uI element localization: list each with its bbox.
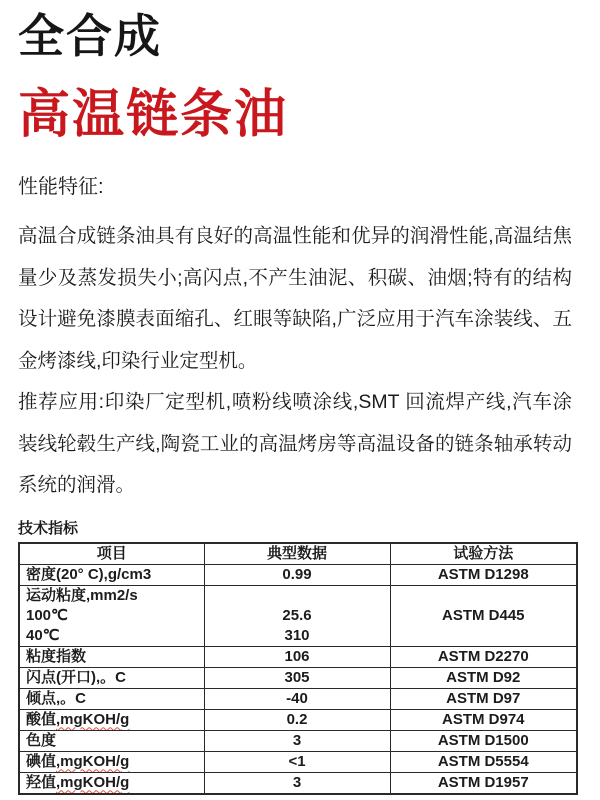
spec-method-cell: ASTM D97	[390, 688, 577, 709]
features-paragraph: 高温合成链条油具有良好的高温性能和优异的润滑性能,高温结焦量少及蒸发损失小;高闪点,不产生油泥、积碳、油烟;特有的结构设计避免漆膜表面缩孔、红眼等缺陷,广泛应用于汽车涂装线、五金烤漆线,印染行业定型机。	[18, 225, 572, 372]
table-row	[19, 772, 577, 794]
spec-item-cell: 碘值,mgKOH/g	[19, 751, 204, 772]
spec-method-cell: ASTM D2270	[390, 646, 577, 667]
product-name-title: 高温链条油	[18, 86, 289, 144]
spec-value-cell: 106	[204, 646, 390, 667]
header-typical-data: 典型数据	[204, 543, 390, 565]
spellcheck-squiggle-text: ,mgKOH/g	[56, 710, 130, 728]
spec-value-cell: 3	[204, 772, 390, 794]
spec-item-cell: 倾点,。C	[19, 688, 204, 709]
spec-item-cell: 色度	[19, 730, 204, 751]
spec-item-cell: 闪点(开口),。C	[19, 667, 204, 688]
spec-method-cell: ASTM D5554	[390, 751, 577, 772]
viscosity-40c-line: 40℃	[26, 626, 60, 644]
header-test-method: 试验方法	[390, 543, 577, 565]
spec-value-cell: <1	[204, 751, 390, 772]
spellcheck-squiggle-text: ,mgKOH/g	[56, 773, 130, 791]
table-row	[19, 564, 577, 585]
table-row	[19, 730, 577, 751]
spec-value-cell: 3	[204, 730, 390, 751]
spec-method-cell: ASTM D1500	[390, 730, 577, 751]
spec-item-cell: 羟值,mgKOH/g	[19, 772, 204, 794]
header-item: 项目	[19, 543, 204, 565]
spec-method-cell: ASTM D1957	[390, 772, 577, 794]
spec-method-cell: ASTM D974	[390, 709, 577, 730]
table-row	[19, 646, 577, 667]
spec-value-cell: 305	[204, 667, 390, 688]
spec-value-cell: 0.2	[204, 709, 390, 730]
spec-item-cell: 粘度指数	[19, 646, 204, 667]
table-row	[19, 688, 577, 709]
spec-table-label: 技术指标	[18, 519, 79, 537]
spec-method-cell: ASTM D445	[390, 585, 577, 646]
spec-item-cell: 酸值,mgKOH/g	[19, 709, 204, 730]
table-row	[19, 667, 577, 688]
table-row	[19, 709, 577, 730]
spec-value-cell: -40	[204, 688, 390, 709]
viscosity-label-line: 运动粘度,mm2/s	[26, 586, 138, 604]
applications-paragraph: 推荐应用:印染厂定型机,喷粉线喷涂线,SMT 回流焊产线,汽车涂装线轮毂生产线,陶瓷工业的高温烤房等高温设备的链条轴承转动系统的润滑。	[18, 391, 572, 496]
features-section-label: 性能特征:	[18, 176, 104, 198]
spec-value-cell: 25.6 310	[204, 585, 390, 646]
spellcheck-squiggle-text: ,mgKOH/g	[56, 752, 130, 770]
spec-item-cell: 密度(20° C),g/cm3	[19, 564, 204, 585]
viscosity-100c-line: 100℃	[26, 606, 68, 624]
table-row	[19, 751, 577, 772]
spec-method-cell: ASTM D1298	[390, 564, 577, 585]
table-row	[19, 585, 577, 646]
spec-item-cell	[19, 585, 204, 646]
table-header-row	[19, 543, 577, 565]
spec-method-cell: ASTM D92	[390, 667, 577, 688]
spec-table	[18, 542, 578, 795]
spec-value-cell: 0.99	[204, 564, 390, 585]
product-series-title: 全合成	[18, 10, 162, 62]
